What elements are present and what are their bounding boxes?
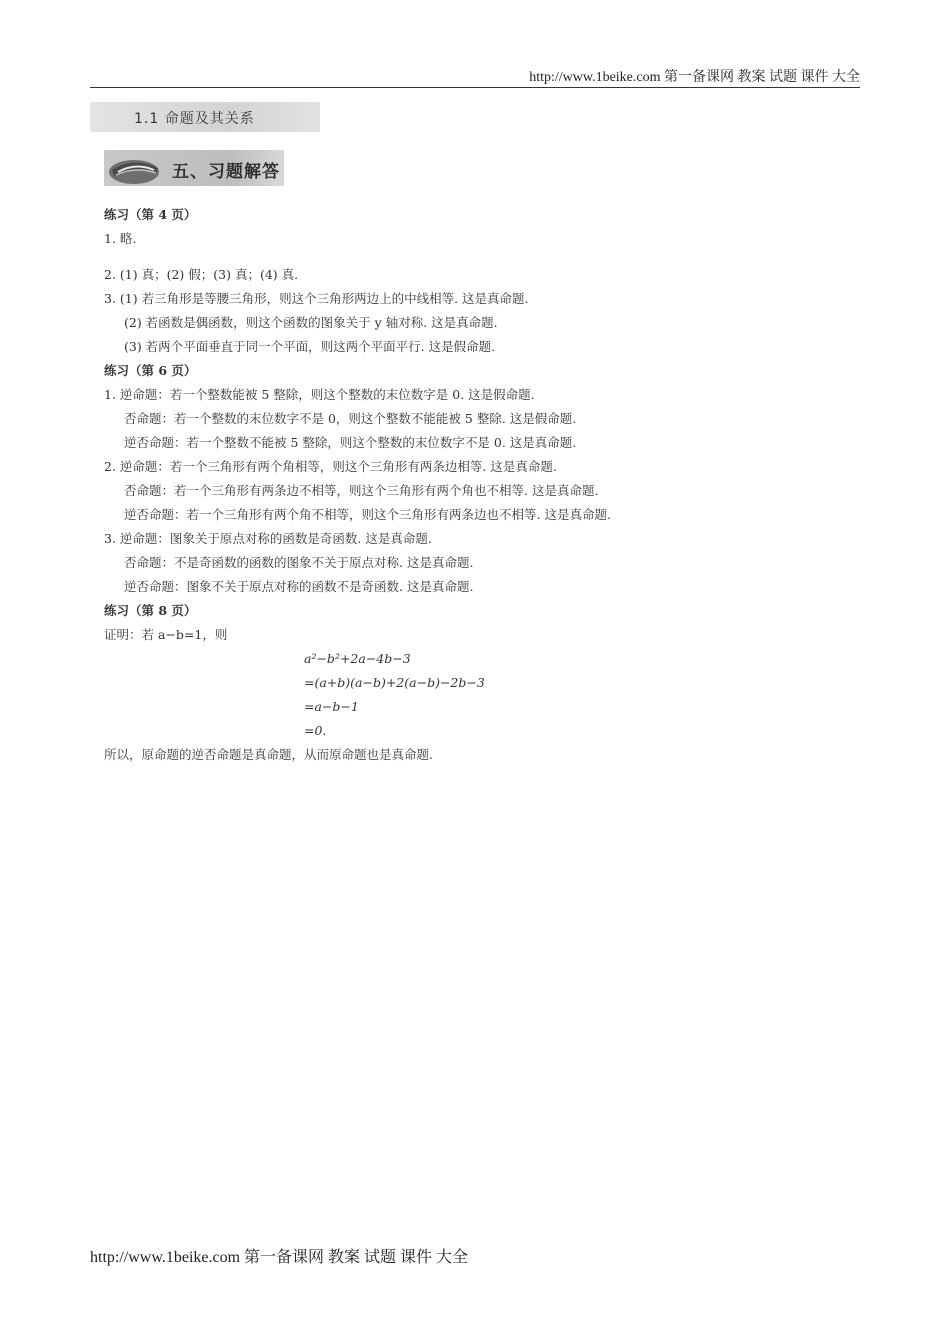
- answer-line: 逆否命题：若一个三角形有两个角不相等，则这个三角形有两条边也不相等. 这是真命题.: [124, 507, 611, 522]
- math-step: =a−b−1: [304, 699, 359, 714]
- answer-line: (3) 若两个平面垂直于同一个平面，则这两个平面平行. 这是假命题.: [124, 339, 496, 354]
- exercise-heading: 练习（第 8 页）: [104, 603, 197, 618]
- answer-line: 证明：若 a−b=1，则: [104, 627, 228, 642]
- page-footer: http://www.1beike.com 第一备课网 教案 试题 课件 大全: [90, 1249, 469, 1266]
- answer-line: 逆否命题：图象不关于原点对称的函数不是奇函数. 这是真命题.: [124, 579, 474, 594]
- math-step: a²−b²+2a−4b−3: [304, 651, 411, 666]
- answer-line: 逆否命题：若一个整数不能被 5 整除，则这个整数的末位数字不是 0. 这是真命题.: [124, 435, 577, 450]
- answer-line: 所以，原命题的逆否命题是真命题，从而原命题也是真命题.: [104, 747, 433, 762]
- section-title: 1.1 命题及其关系: [134, 111, 255, 127]
- answer-line: 2. (1) 真；(2) 假；(3) 真；(4) 真.: [104, 267, 299, 282]
- spacer: [104, 251, 804, 263]
- answer-line: 1. 逆命题：若一个整数能被 5 整除，则这个整数的末位数字是 0. 这是假命题.: [104, 387, 535, 402]
- answer-line: 否命题：若一个三角形有两条边不相等，则这个三角形有两个角也不相等. 这是真命题.: [124, 483, 599, 498]
- page-header: http://www.1beike.com 第一备课网 教案 试题 课件 大全: [529, 70, 860, 85]
- book-icon: [108, 152, 164, 186]
- math-step: =(a+b)(a−b)+2(a−b)−2b−3: [304, 675, 485, 690]
- answer-line: 否命题：不是奇函数的函数的图象不关于原点对称. 这是真命题.: [124, 555, 474, 570]
- answer-line: 3. 逆命题：图象关于原点对称的函数是奇函数. 这是真命题.: [104, 531, 432, 546]
- header-rule: [90, 87, 860, 88]
- answer-line: 3. (1) 若三角形是等腰三角形，则这个三角形两边上的中线相等. 这是真命题.: [104, 291, 529, 306]
- exercise-answers: [104, 203, 804, 767]
- answer-line: (2) 若函数是偶函数，则这个函数的图象关于 y 轴对称. 这是真命题.: [124, 315, 498, 330]
- exercise-heading: 练习（第 6 页）: [104, 363, 197, 378]
- math-step: =0.: [304, 723, 327, 738]
- subsection-title: 五、习题解答: [172, 162, 280, 182]
- answer-line: 1. 略.: [104, 231, 137, 246]
- exercise-heading: 练习（第 4 页）: [104, 207, 197, 222]
- answer-line: 否命题：若一个整数的末位数字不是 0，则这个整数不能能被 5 整除. 这是假命题.: [124, 411, 577, 426]
- answer-line: 2. 逆命题：若一个三角形有两个角相等，则这个三角形有两条边相等. 这是真命题.: [104, 459, 557, 474]
- section-title-bar: [90, 102, 320, 132]
- subsection-banner: [104, 150, 284, 186]
